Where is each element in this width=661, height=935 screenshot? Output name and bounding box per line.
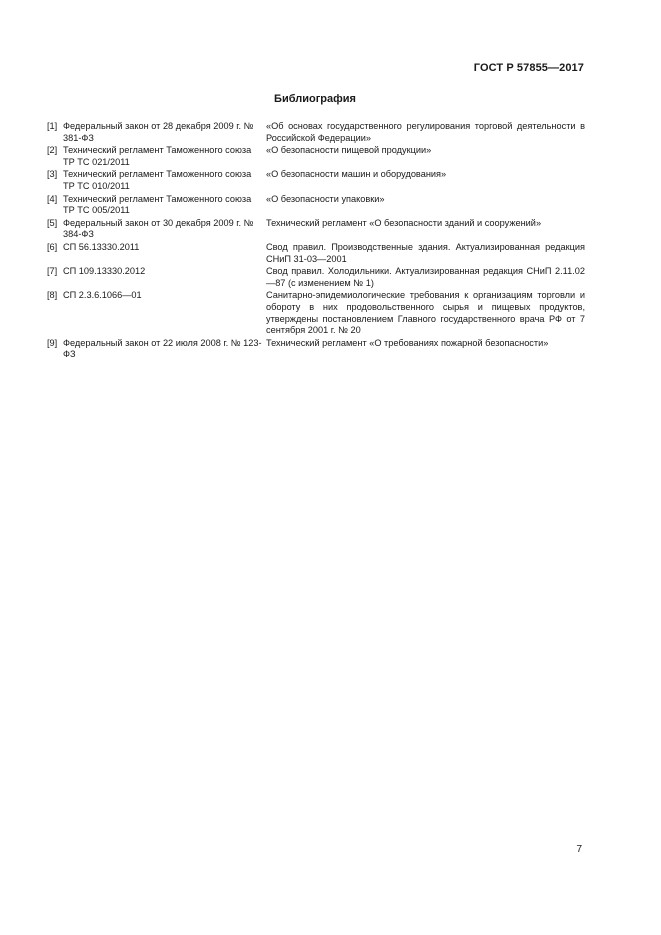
entry-title: Свод правил. Холодильники. Актуализированная редакция СНиП 2.11.02—87 (с изменением № 1) [266, 266, 585, 288]
bibliography-entry [47, 169, 585, 192]
bibliography-list [47, 121, 585, 362]
entry-source: Технический регламент Таможенного союза ТР ТС 021/2011 [63, 145, 252, 167]
document-code: ГОСТ Р 57855—2017 [473, 62, 584, 74]
entry-number: [6] [47, 241, 58, 252]
entry-title: Технический регламент «О требованиях пожарной безопасности» [266, 337, 549, 348]
entry-number: [3] [47, 169, 58, 180]
bibliography-entry [47, 145, 585, 168]
entry-title: «О безопасности машин и оборудования» [266, 169, 447, 180]
entry-number: [8] [47, 290, 58, 301]
entry-source: СП 56.13330.2011 [63, 241, 140, 252]
entry-title: «О безопасности упаковки» [266, 193, 385, 204]
bibliography-entry [47, 242, 585, 265]
entry-number: [7] [47, 266, 58, 277]
bibliography-entry [47, 290, 585, 336]
entry-number: [4] [47, 193, 58, 204]
bibliography-entry [47, 266, 585, 289]
entry-title: Санитарно-эпидемиологические требования к организациям торговли и обороту в них продовольственного сырья и пищевых продуктов, утверждены постановлением Главного государственного врача РФ от 7 сентября 2001 г. № 20 [266, 290, 585, 336]
entry-title: «О безопасности пищевой продукции» [266, 145, 432, 156]
entry-number: [2] [47, 145, 58, 156]
entry-source: Федеральный закон от 28 декабря 2009 г. № 381-ФЗ [63, 121, 254, 143]
entry-source: Федеральный закон от 22 июля 2008 г. № 123-ФЗ [63, 337, 262, 360]
entry-source: Технический регламент Таможенного союза ТР ТС 010/2011 [63, 169, 252, 191]
entry-title: Технический регламент «О безопасности зданий и сооружений» [266, 217, 542, 228]
bibliography-entry [47, 338, 585, 361]
entry-title: Свод правил. Производственные здания. Актуализированная редакция СНиП 31-03—2001 [266, 241, 585, 264]
entry-title: «Об основах государственного регулирования торговой деятельности в Российской Федерации» [266, 121, 585, 143]
entry-number: [9] [47, 337, 58, 348]
entry-source: Технический регламент Таможенного союза ТР ТС 005/2011 [63, 193, 252, 216]
entry-source: СП 2.3.6.1066—01 [63, 290, 142, 301]
entry-source: Федеральный закон от 30 декабря 2009 г. № 384-ФЗ [63, 217, 254, 240]
entry-number: [5] [47, 217, 58, 228]
entry-source: СП 109.13330.2012 [63, 266, 146, 277]
section-title: Библиография [274, 93, 356, 105]
bibliography-entry [47, 218, 585, 241]
page-number: 7 [576, 844, 582, 855]
bibliography-entry [47, 121, 585, 144]
bibliography-entry [47, 194, 585, 217]
entry-number: [1] [47, 121, 58, 131]
